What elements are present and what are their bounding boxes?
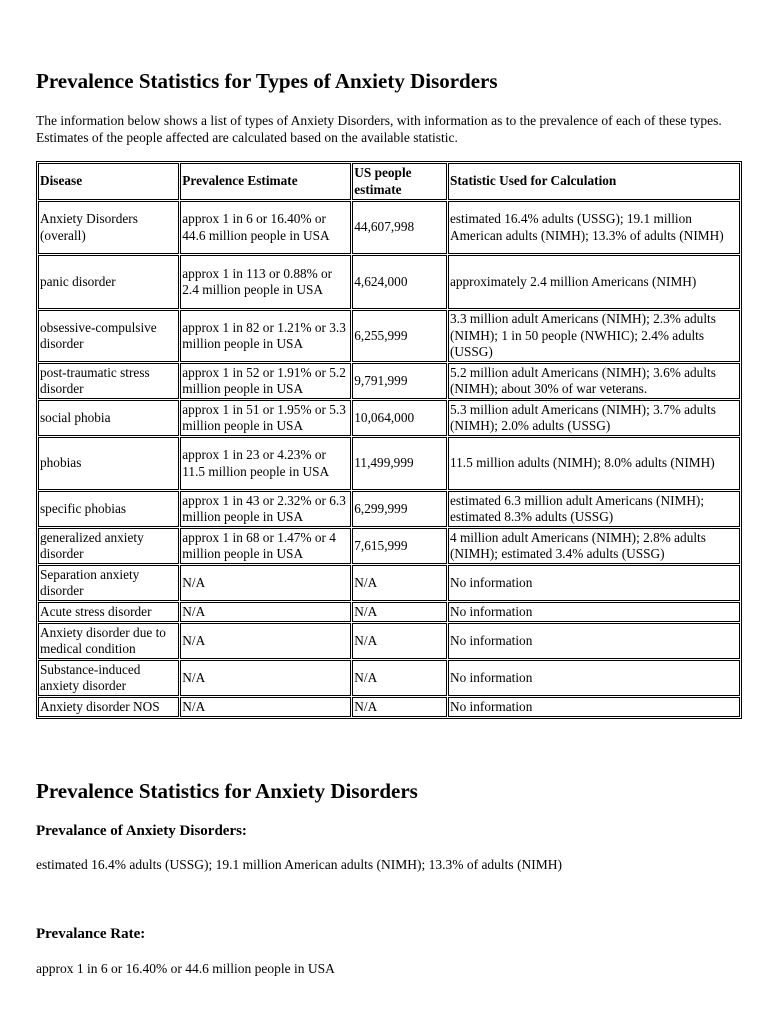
cell-prevalence: N/A <box>180 623 351 659</box>
table-row <box>38 623 740 659</box>
cell-prevalence: approx 1 in 113 or 0.88% or 2.4 million people in USA <box>180 255 351 309</box>
table-row <box>38 660 740 696</box>
table-row <box>38 400 740 436</box>
cell-statistic: No information <box>448 697 740 717</box>
cell-disease: Separation anxiety disorder <box>38 565 179 601</box>
cell-disease: specific phobias <box>38 491 179 527</box>
cell-us-estimate: 44,607,998 <box>352 201 447 254</box>
table-row <box>38 528 740 564</box>
cell-statistic: approximately 2.4 million Americans (NIMH) <box>448 255 740 309</box>
table-row <box>38 310 740 362</box>
cell-disease: Anxiety disorder due to medical condition <box>38 623 179 659</box>
cell-disease: generalized anxiety disorder <box>38 528 179 564</box>
table-row <box>38 255 740 309</box>
cell-prevalence: approx 1 in 68 or 1.47% or 4 million people in USA <box>180 528 351 564</box>
prevalence-text: estimated 16.4% adults (USSG); 19.1 million American adults (NIMH); 13.3% of adults (NIMH) <box>36 857 563 872</box>
cell-statistic: estimated 6.3 million adult Americans (NIMH); estimated 8.3% adults (USSG) <box>448 491 740 527</box>
page-title: Prevalence Statistics for Types of Anxiety Disorders <box>36 69 498 93</box>
subheading-prevalence: Prevalance of Anxiety Disorders: <box>36 823 247 839</box>
cell-prevalence: approx 1 in 43 or 2.32% or 6.3 million people in USA <box>180 491 351 527</box>
cell-us-estimate: 6,299,999 <box>352 491 447 527</box>
cell-disease: post-traumatic stress disorder <box>38 363 179 399</box>
cell-us-estimate: N/A <box>352 697 447 717</box>
cell-statistic: 5.2 million adult Americans (NIMH); 3.6% adults (NIMH); about 30% of war veterans. <box>448 363 740 399</box>
header-us-people-estimate: US people estimate <box>352 163 447 200</box>
cell-us-estimate: 9,791,999 <box>352 363 447 399</box>
cell-disease: phobias <box>38 437 179 490</box>
table-header-row <box>38 163 740 200</box>
cell-disease: obsessive-compulsive disorder <box>38 310 179 362</box>
cell-statistic: No information <box>448 623 740 659</box>
cell-disease: panic disorder <box>38 255 179 309</box>
section-title: Prevalence Statistics for Anxiety Disorders <box>36 779 418 803</box>
cell-us-estimate: 6,255,999 <box>352 310 447 362</box>
cell-prevalence: approx 1 in 82 or 1.21% or 3.3 million people in USA <box>180 310 351 362</box>
table-body <box>38 201 740 717</box>
table-row <box>38 491 740 527</box>
cell-disease: social phobia <box>38 400 179 436</box>
prevalence-table-container <box>36 161 742 719</box>
cell-disease: Substance-induced anxiety disorder <box>38 660 179 696</box>
cell-statistic: estimated 16.4% adults (USSG); 19.1 million American adults (NIMH); 13.3% of adults (NIMH) <box>448 201 740 254</box>
cell-us-estimate: N/A <box>352 602 447 622</box>
cell-us-estimate: 4,624,000 <box>352 255 447 309</box>
table-row <box>38 437 740 490</box>
subheading-prevalence-rate: Prevalance Rate: <box>36 926 146 942</box>
cell-statistic: 11.5 million adults (NIMH); 8.0% adults (NIMH) <box>448 437 740 490</box>
cell-prevalence: N/A <box>180 697 351 717</box>
cell-us-estimate: N/A <box>352 565 447 601</box>
cell-prevalence: N/A <box>180 602 351 622</box>
cell-us-estimate: 7,615,999 <box>352 528 447 564</box>
cell-prevalence: N/A <box>180 660 351 696</box>
table-row <box>38 363 740 399</box>
table-row <box>38 565 740 601</box>
cell-prevalence: approx 1 in 23 or 4.23% or 11.5 million people in USA <box>180 437 351 490</box>
cell-prevalence: approx 1 in 51 or 1.95% or 5.3 million people in USA <box>180 400 351 436</box>
cell-statistic: No information <box>448 660 740 696</box>
cell-disease: Anxiety Disorders (overall) <box>38 201 179 254</box>
table-row <box>38 602 740 622</box>
cell-disease: Anxiety disorder NOS <box>38 697 179 717</box>
cell-statistic: No information <box>448 565 740 601</box>
cell-us-estimate: 10,064,000 <box>352 400 447 436</box>
prevalence-table <box>36 161 742 719</box>
cell-statistic: 4 million adult Americans (NIMH); 2.8% adults (NIMH); estimated 3.4% adults (USSG) <box>448 528 740 564</box>
cell-prevalence: approx 1 in 52 or 1.91% or 5.2 million people in USA <box>180 363 351 399</box>
cell-statistic: No information <box>448 602 740 622</box>
header-disease: Disease <box>38 163 179 200</box>
cell-us-estimate: N/A <box>352 660 447 696</box>
table-row <box>38 697 740 717</box>
table-row <box>38 201 740 254</box>
cell-statistic: 3.3 million adult Americans (NIMH); 2.3% adults (NIMH); 1 in 50 people (NWHIC); 2.4% adults (USSG) <box>448 310 740 362</box>
header-statistic-used: Statistic Used for Calculation <box>448 163 740 200</box>
cell-prevalence: approx 1 in 6 or 16.40% or 44.6 million people in USA <box>180 201 351 254</box>
header-prevalence-estimate: Prevalence Estimate <box>180 163 351 200</box>
cell-disease: Acute stress disorder <box>38 602 179 622</box>
cell-statistic: 5.3 million adult Americans (NIMH); 3.7% adults (NIMH); 2.0% adults (USSG) <box>448 400 740 436</box>
cell-us-estimate: 11,499,999 <box>352 437 447 490</box>
cell-prevalence: N/A <box>180 565 351 601</box>
intro-paragraph: The information below shows a list of types of Anxiety Disorders, with information as to the prevalence of each of these types. Estimates of the people affected are calculated based on the available statistic. <box>36 113 722 145</box>
cell-us-estimate: N/A <box>352 623 447 659</box>
prevalence-rate-text: approx 1 in 6 or 16.40% or 44.6 million people in USA <box>36 961 335 976</box>
